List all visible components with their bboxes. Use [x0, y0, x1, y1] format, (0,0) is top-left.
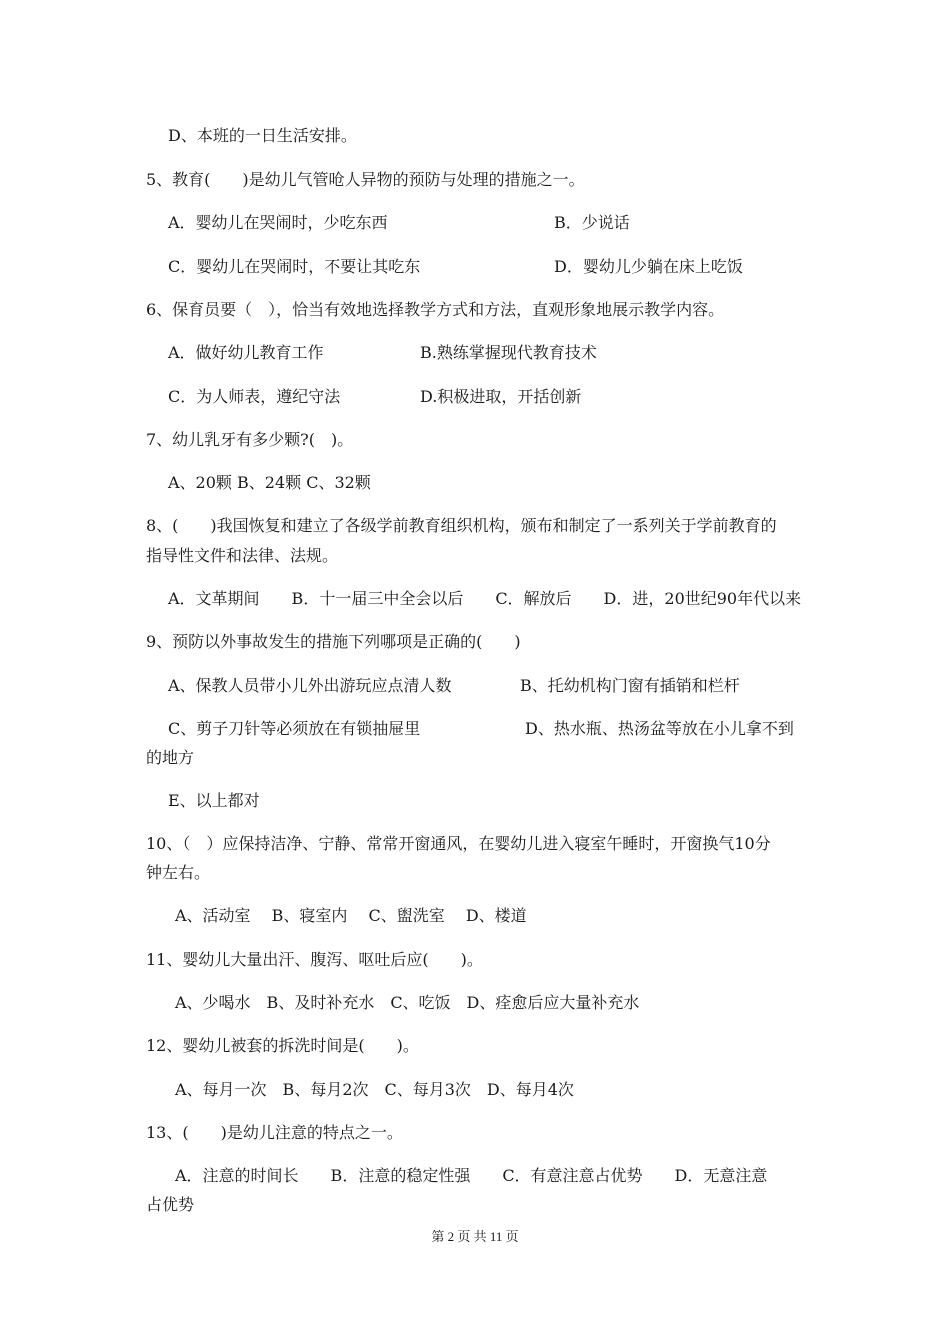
option-9d: D、热水瓶、热汤盆等放在小儿拿不到	[525, 719, 794, 738]
question-9: 9、预防以外事故发生的措施下列哪项是正确的( )	[146, 632, 521, 651]
question-12: 12、婴幼儿被套的拆洗时间是( )。	[146, 1036, 419, 1055]
option-9e: E、以上都对	[168, 791, 260, 810]
option-5a: A．婴幼儿在哭闹时，少吃东西	[168, 213, 388, 232]
options-10: A、活动室 B、寝室内 C、盥洗室 D、楼道	[175, 906, 527, 925]
option-5c: C．婴幼儿在哭闹时，不要让其吃东	[168, 257, 421, 276]
option-9b: B、托幼机构门窗有插销和栏杆	[520, 676, 740, 695]
line-4d: D、本班的一日生活安排。	[168, 126, 357, 145]
option-5b: B．少说话	[554, 213, 630, 232]
question-8-cont: 指导性文件和法律、法规。	[146, 546, 339, 565]
option-9d-cont: 的地方	[146, 748, 195, 767]
question-8: 8、( )我国恢复和建立了各级学前教育组织机构，颁布和制定了一系列关于学前教育的	[146, 516, 777, 535]
page-footer: 第 2 页 共 11 页	[431, 1229, 519, 1244]
question-11: 11、婴幼儿大量出汗、腹泻、呕吐后应( )。	[146, 950, 483, 969]
question-13: 13、( )是幼儿注意的特点之一。	[146, 1123, 403, 1142]
option-9c: C、剪子刀针等必须放在有锁抽屉里	[168, 719, 421, 738]
option-6a: A．做好幼儿教育工作	[168, 343, 324, 362]
options-12: A、每月一次 B、每月2次 C、每月3次 D、每月4次	[175, 1080, 574, 1099]
options-7: A、20颗 B、24颗 C、32颗	[168, 473, 371, 492]
option-9a: A、保教人员带小儿外出游玩应点清人数	[168, 676, 452, 695]
option-5d: D．婴幼儿少躺在床上吃饭	[554, 257, 743, 276]
option-6b: B.熟练掌握现代教育技术	[420, 343, 597, 362]
option-6d: D.积极进取，开括创新	[420, 387, 582, 406]
options-13: A．注意的时间长 B．注意的稳定性强 C．有意注意占优势 D．无意注意	[175, 1166, 768, 1185]
question-7: 7、幼儿乳牙有多少颗?( )。	[146, 430, 354, 449]
options-8: A．文革期间 B．十一届三中全会以后 C．解放后 D．进，20世纪90年代以来	[168, 589, 802, 608]
question-10: 10、（ ）应保持洁净、宁静、常常开窗通风，在婴幼儿进入寝室午睡时，开窗换气10分	[146, 834, 771, 853]
options-13-cont: 占优势	[146, 1195, 195, 1214]
options-11: A、少喝水 B、及时补充水 C、吃饭 D、痊愈后应大量补充水	[175, 993, 640, 1012]
question-10-cont: 钟左右。	[146, 863, 211, 882]
question-6: 6、保育员要（ ），恰当有效地选择教学方式和方法，直观形象地展示教学内容。	[146, 300, 725, 319]
option-6c: C．为人师表，遵纪守法	[168, 387, 341, 406]
question-5: 5、教育( )是幼儿气管呛人异物的预防与处理的措施之一。	[146, 170, 585, 189]
